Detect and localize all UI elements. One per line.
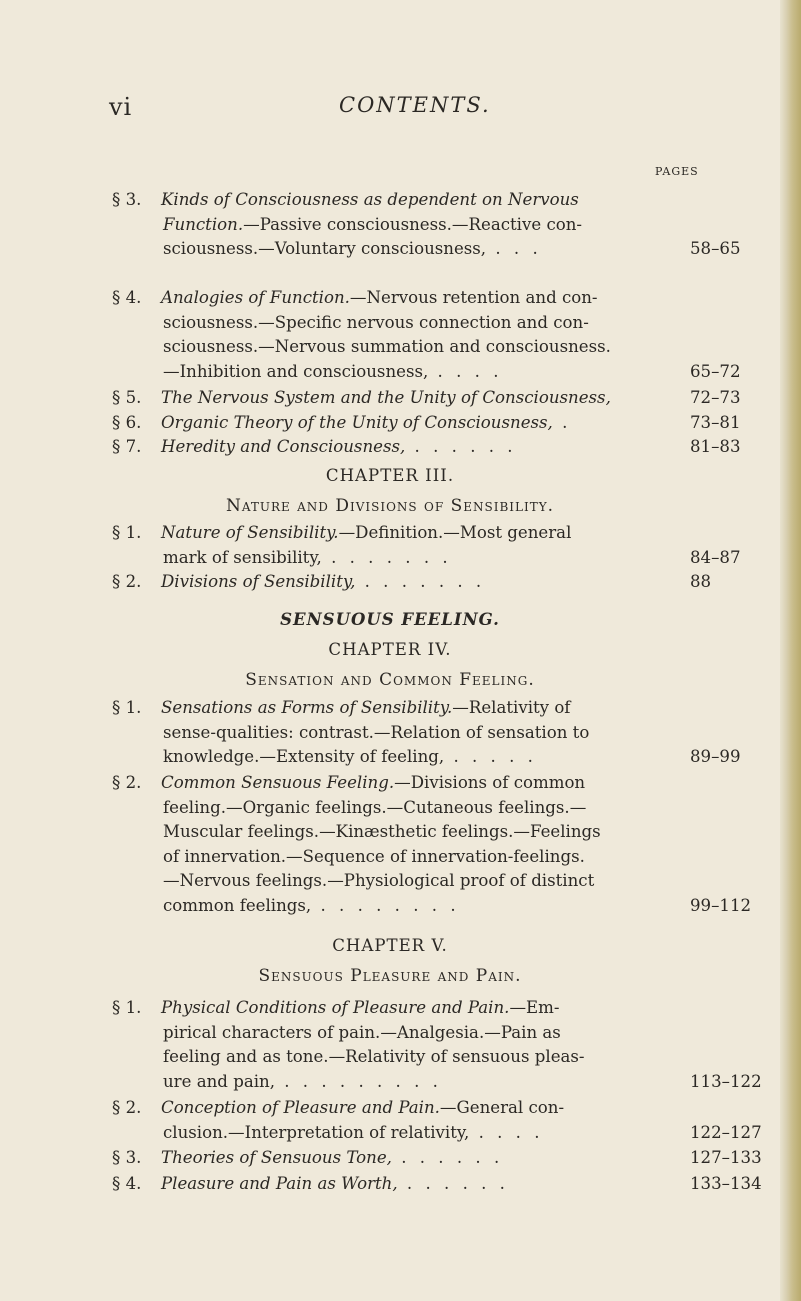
entry-description: clusion.—Interpretation of relativity,: [163, 1122, 470, 1142]
entry-title: Analogies of Function.: [161, 288, 350, 307]
entry-text: [161, 286, 711, 384]
entry-title: Theories of Sensuous Tone,: [161, 1148, 392, 1167]
entry-line: [161, 570, 711, 595]
entry-title: Organic Theory of the Unity of Consciousness,: [161, 413, 553, 432]
entry-line: [163, 1021, 711, 1046]
entry-line: [163, 213, 711, 238]
leader-dots: . . . . . . .: [321, 547, 452, 567]
entry-line: [163, 796, 711, 821]
entry-line: [161, 286, 711, 311]
entry-line: [161, 1146, 711, 1171]
page-range: 133–134: [690, 1174, 762, 1193]
entry-line: [163, 237, 711, 262]
section-number: § 5.: [112, 388, 142, 407]
entry-description: sense-qualities: contrast.—Relation of sensation to: [163, 722, 590, 742]
entry-title: The Nervous System and the Unity of Consciousness,: [161, 388, 611, 407]
entry-text: [161, 570, 711, 595]
page-range: 113–122: [690, 1071, 762, 1091]
entry-line: [163, 1045, 711, 1070]
entry-description: Muscular feelings.—Kinæsthetic feelings.—Feelings: [163, 822, 601, 842]
section-number: § 2.: [112, 572, 142, 591]
entry-description: —Divisions of common: [394, 773, 586, 792]
entry-description: —Relativity of: [452, 698, 571, 717]
entry-line: [163, 820, 711, 845]
entry-title: Divisions of Sensibility,: [161, 572, 356, 591]
entry-description: common feelings,: [163, 895, 312, 915]
entry-description: sciousness.—Specific nervous connection and con-: [163, 312, 589, 332]
entry-text: [161, 1172, 711, 1197]
entry-title: Sensations as Forms of Sensibility.: [161, 698, 453, 717]
page-range: 122–127: [690, 1122, 762, 1142]
entry-line: [163, 721, 711, 746]
section-number: § 1.: [112, 523, 142, 542]
entry-title: Pleasure and Pain as Worth,: [161, 1174, 398, 1193]
entry-line: [163, 869, 711, 894]
entry-description: mark of sensibility,: [163, 547, 322, 567]
entry-line: [163, 311, 711, 336]
entry-description: —Nervous retention and con-: [349, 288, 598, 307]
leader-dots: . . . .: [469, 1122, 544, 1142]
leader-dots: . . . . . . . . .: [274, 1071, 442, 1091]
leader-dots: . . . .: [428, 361, 503, 381]
entry-text: [161, 771, 711, 919]
section-number: § 7.: [112, 437, 142, 456]
running-header: [0, 93, 780, 123]
page-range: 65–72: [690, 361, 741, 381]
entry-line: [161, 435, 711, 460]
leader-dots: . . . . . .: [405, 437, 517, 456]
entry-line: [163, 1121, 711, 1146]
entry-line: [163, 546, 711, 571]
entry-title: Common Sensuous Feeling.: [161, 773, 395, 792]
page-range: 88: [690, 572, 712, 591]
entry-title: Nature of Sensibility.: [161, 523, 339, 542]
leader-dots: . . .: [486, 239, 542, 259]
entry-line: [163, 894, 711, 919]
page-range: 73–81: [690, 413, 741, 432]
entry-line: [163, 335, 711, 360]
leader-dots: . . . . . .: [391, 1148, 504, 1167]
entry-text: [161, 386, 711, 411]
section-number: § 2.: [112, 773, 142, 792]
page-range: 84–87: [690, 547, 741, 567]
entry-description: sciousness.—Voluntary consciousness,: [163, 239, 487, 259]
entry-text: [161, 696, 711, 770]
entry-title: Conception of Pleasure and Pain.: [161, 1098, 440, 1117]
page-range: 58–65: [690, 239, 741, 259]
entry-description: knowledge.—Extensity of feeling,: [163, 747, 445, 767]
section-number: § 3.: [112, 1148, 142, 1167]
entry-text: [161, 188, 711, 262]
page-range: 127–133: [690, 1148, 762, 1167]
leader-dots: . . . . . . .: [355, 572, 486, 591]
entry-text: [161, 996, 711, 1094]
part-heading: SENSUOUS FEELING.: [280, 610, 500, 629]
entry-line: [161, 996, 711, 1021]
entry-line: [163, 845, 711, 870]
section-number: § 3.: [112, 190, 142, 209]
entry-description: —Em-: [509, 998, 560, 1017]
entry-line: [161, 771, 711, 796]
entry-text: [161, 435, 711, 460]
entry-description: of innervation.—Sequence of innervation-feelings.: [163, 846, 585, 866]
entry-line: [161, 386, 711, 411]
entry-description: sciousness.—Nervous summation and consciousness.: [163, 337, 611, 357]
entry-description: feeling.—Organic feelings.—Cutaneous feelings.—: [163, 797, 587, 817]
section-number: § 4.: [112, 1174, 142, 1193]
chapter-subtitle: Sensation and Common Feeling.: [245, 670, 535, 690]
page-number: vi: [109, 93, 133, 121]
entry-line: [161, 696, 711, 721]
entry-title: Heredity and Consciousness,: [161, 437, 406, 456]
entry-description: ure and pain,: [163, 1071, 275, 1091]
chapter-subtitle: Sensuous Pleasure and Pain.: [258, 966, 522, 986]
entry-title: Function.: [163, 214, 244, 234]
section-number: § 6.: [112, 413, 142, 432]
entry-line: [163, 745, 711, 770]
entry-line: [161, 188, 711, 213]
page-range: 99–112: [690, 896, 752, 915]
entry-description: pirical characters of pain.—Analgesia.—Pain as: [163, 1022, 561, 1042]
page-title: CONTENTS.: [339, 93, 491, 117]
chapter-subtitle: Nature and Divisions of Sensibility.: [225, 496, 555, 516]
entry-line: [163, 1070, 711, 1095]
entry-title: Kinds of Consciousness as dependent on Nervous: [161, 190, 579, 209]
chapter-heading: CHAPTER IV.: [328, 640, 452, 659]
entry-line: [161, 411, 711, 436]
leader-dots: . . . . .: [444, 747, 537, 767]
entry-description: —General con-: [439, 1098, 565, 1117]
entry-line: [161, 521, 711, 546]
section-number: § 1.: [112, 698, 142, 717]
page-range: 72–73: [690, 388, 741, 407]
section-number: § 1.: [112, 998, 142, 1017]
page-range: 81–83: [690, 437, 741, 456]
chapter-heading: CHAPTER III.: [325, 466, 455, 485]
entry-description: —Passive consciousness.—Reactive con-: [243, 214, 583, 234]
page-edge: [780, 0, 801, 1301]
page-range: 89–99: [690, 747, 741, 767]
section-number: § 2.: [112, 1098, 142, 1117]
entry-title: Physical Conditions of Pleasure and Pain.: [161, 998, 510, 1017]
leader-dots: . . . . . . . .: [311, 895, 460, 915]
entry-text: [161, 1096, 711, 1145]
entry-description: —Definition.—Most general: [338, 523, 572, 542]
pages-column-label: PAGES: [655, 165, 699, 178]
section-number: § 4.: [112, 288, 142, 307]
entry-line: [161, 1172, 711, 1197]
entry-line: [163, 360, 711, 385]
entry-line: [161, 1096, 711, 1121]
entry-text: [161, 521, 711, 570]
leader-dots: .: [552, 413, 572, 432]
entry-description: feeling and as tone.—Relativity of sensuous pleas-: [163, 1047, 585, 1067]
entry-text: [161, 411, 711, 436]
chapter-heading: CHAPTER V.: [332, 936, 448, 955]
entry-description: —Nervous feelings.—Physiological proof of distinct: [163, 871, 595, 891]
leader-dots: . . . . . .: [397, 1174, 509, 1193]
entry-description: —Inhibition and consciousness,: [163, 361, 429, 381]
entry-text: [161, 1146, 711, 1171]
